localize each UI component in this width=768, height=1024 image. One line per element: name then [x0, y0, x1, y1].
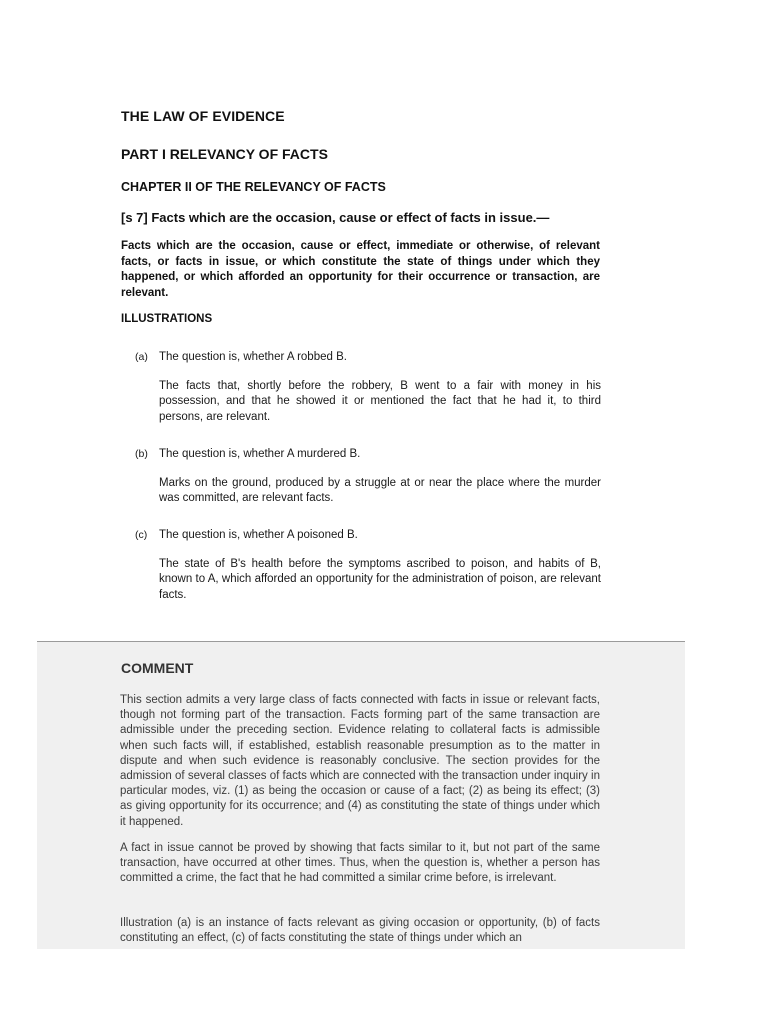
- illustration-label: (b): [135, 448, 148, 460]
- comment-section: [37, 641, 685, 949]
- illustration-label: (c): [135, 529, 148, 541]
- comment-paragraph: A fact in issue cannot be proved by showing that facts similar to it, but not part of the same transaction, have occurred at other times. Thus, when the question is, whether a person has committed a crime, the fact that he had committed a similar crime before, is irrelevant.: [120, 842, 600, 885]
- comment-paragraph: Illustration (a) is an instance of facts relevant as giving occasion or opportunity, (b) of facts constituting an effect, (c) of facts constituting the state of things under which an: [120, 917, 600, 945]
- part-heading: PART I RELEVANCY OF FACTS: [121, 146, 328, 162]
- illustration-a: [135, 350, 601, 425]
- illustration-b: [135, 447, 601, 507]
- comment-title: COMMENT: [121, 660, 194, 676]
- illustration-c: [135, 528, 601, 603]
- chapter-heading: CHAPTER II OF THE RELEVANCY OF FACTS: [121, 180, 386, 194]
- illustration-explanation: Marks on the ground, produced by a struggle at or near the place where the murder was committed, are relevant facts.: [159, 476, 601, 504]
- illustration-question: The question is, whether A murdered B.: [159, 448, 361, 460]
- section-heading: [s 7] Facts which are the occasion, cause or effect of facts in issue.—: [121, 210, 550, 225]
- illustrations-heading: ILLUSTRATIONS: [121, 313, 213, 325]
- illustration-explanation: The facts that, shortly before the robbery, B went to a fair with money in his possession, and that he showed it or mentioned the fact that he had it, to third persons, are relevant.: [159, 379, 601, 423]
- comment-paragraph: This section admits a very large class of facts connected with facts in issue or relevant facts, though not forming part of the transaction. Facts forming part of the same transaction are admissible under the preceding section. Evidence relating to collateral facts is admissible when such facts will, if established, establish reasonable presumption as to the matter in dispute and when such evidence is reasonably conclusive. The section provides for the admission of several classes of facts which are connected with the transaction under inquiry in particular modes, viz. (1) as being the occasion or cause of a fact; (2) as being its effect; (3) as giving opportunity for its occurrence; and (4) as constituting the state of things under which it happened.: [120, 694, 600, 828]
- illustration-question: The question is, whether A robbed B.: [159, 351, 347, 363]
- illustration-explanation: The state of B's health before the symptoms ascribed to poison, and habits of B, known to A, which afforded an opportunity for the administration of poison, are relevant facts.: [159, 557, 601, 601]
- illustration-label: (a): [135, 351, 148, 363]
- statute-text: Facts which are the occasion, cause or effect, immediate or otherwise, of relevant facts, or facts in issue, or which constitute the state of things under which they happened, or which afforded an opportunity for their occurrence or transaction, are relevant.: [121, 240, 600, 299]
- illustration-question: The question is, whether A poisoned B.: [159, 529, 358, 541]
- document-title: THE LAW OF EVIDENCE: [121, 108, 285, 124]
